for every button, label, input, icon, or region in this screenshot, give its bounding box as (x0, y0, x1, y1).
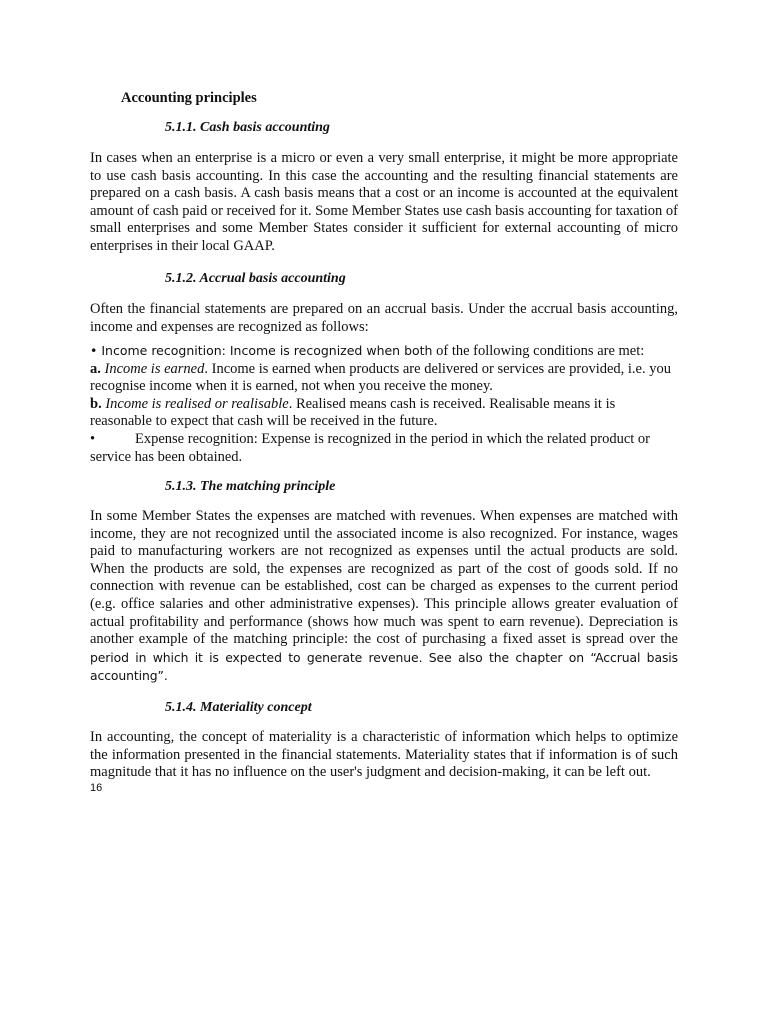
income-recognition-rest: of the following conditions are met: (432, 343, 645, 359)
list-item-income-realised (90, 396, 678, 431)
item-a-label: a. (90, 360, 101, 377)
paragraph-matching-principle (90, 508, 678, 686)
list-item-income-recognition (90, 342, 678, 361)
list-item-expense-recognition (90, 431, 678, 466)
bullet-icon: • (90, 430, 96, 447)
accrual-recognition-list (90, 342, 678, 466)
paragraph-cash-basis: In cases when an enterprise is a micro or even a very small enterprise, it might be more appropriate to use cash basis accounting. In this case the accounting and the resulting financial statements are prepared on a cash basis. A cash basis means that a cost or an income is accounted at the equivalent amount of cash paid or received for it. Some Member States use cash basis accounting for taxation of small enterprises and some Member States consider it sufficient for external accounting of micro enterprises in their local GAAP. (90, 150, 678, 254)
expense-recognition-text: Expense recognition: Expense is recognized in the period in which the related product or service has been obtained. (90, 430, 650, 465)
section-heading-accrual-basis: 5.1.2. Accrual basis accounting (165, 271, 346, 286)
section-heading-cash-basis: 5.1.1. Cash basis accounting (165, 120, 330, 135)
paragraph-materiality: In accounting, the concept of materiality is a characteristic of information which helps to optimize the information presented in the financial statements. Materiality states that if information is of such magnitude that it has no influence on the user's judgment and decision-making, it can be left out. (90, 729, 678, 781)
list-item-income-earned (90, 361, 678, 396)
page-number: 16 (90, 782, 103, 794)
matching-body-sans: period in which it is expected to generate revenue. See also the chapter on “Accrual basis accounting”. (90, 649, 678, 684)
item-b-label: b. (90, 395, 102, 412)
section-heading-materiality: 5.1.4. Materiality concept (165, 700, 312, 715)
paragraph-accrual-intro: Often the financial statements are prepared on an accrual basis. Under the accrual basis accounting, income and expenses are recognized as follows: (90, 301, 678, 335)
item-b-text: . Realised means cash is received. Realisable means it is reasonable to expect that cash will be received in the future. (90, 395, 616, 430)
item-b-term: Income is realised or realisable (105, 395, 289, 412)
matching-body-serif: In some Member States the expenses are matched with revenues. When expenses are matched with income, they are not recognized until the associated income is also recognized. For instance, wages paid to manufacturing workers are not recognized as expenses until the actual products are sold. When the products are sold, the expenses are recognized as part of the cost of goods sold. If no connection with revenue can be established, cost can be charged as expenses to the current period (e.g. office salaries and other administrative expenses). This principle allows greater evaluation of actual profitability and performance (shows how much was spent to earn revenue). Depreciation is another example of the matching principle: the cost of purchasing a fixed asset is spread over the (90, 508, 678, 648)
section-heading-matching-principle: 5.1.3. The matching principle (165, 479, 336, 494)
item-a-text: . Income is earned when products are delivered or services are provided, i.e. you recognise income when it is earned, not when you receive the money. (90, 360, 671, 395)
income-recognition-lead: • Income recognition: Income is recognized when both (90, 343, 433, 358)
item-a-term: Income is earned (104, 360, 205, 377)
page-title: Accounting principles (121, 90, 257, 106)
